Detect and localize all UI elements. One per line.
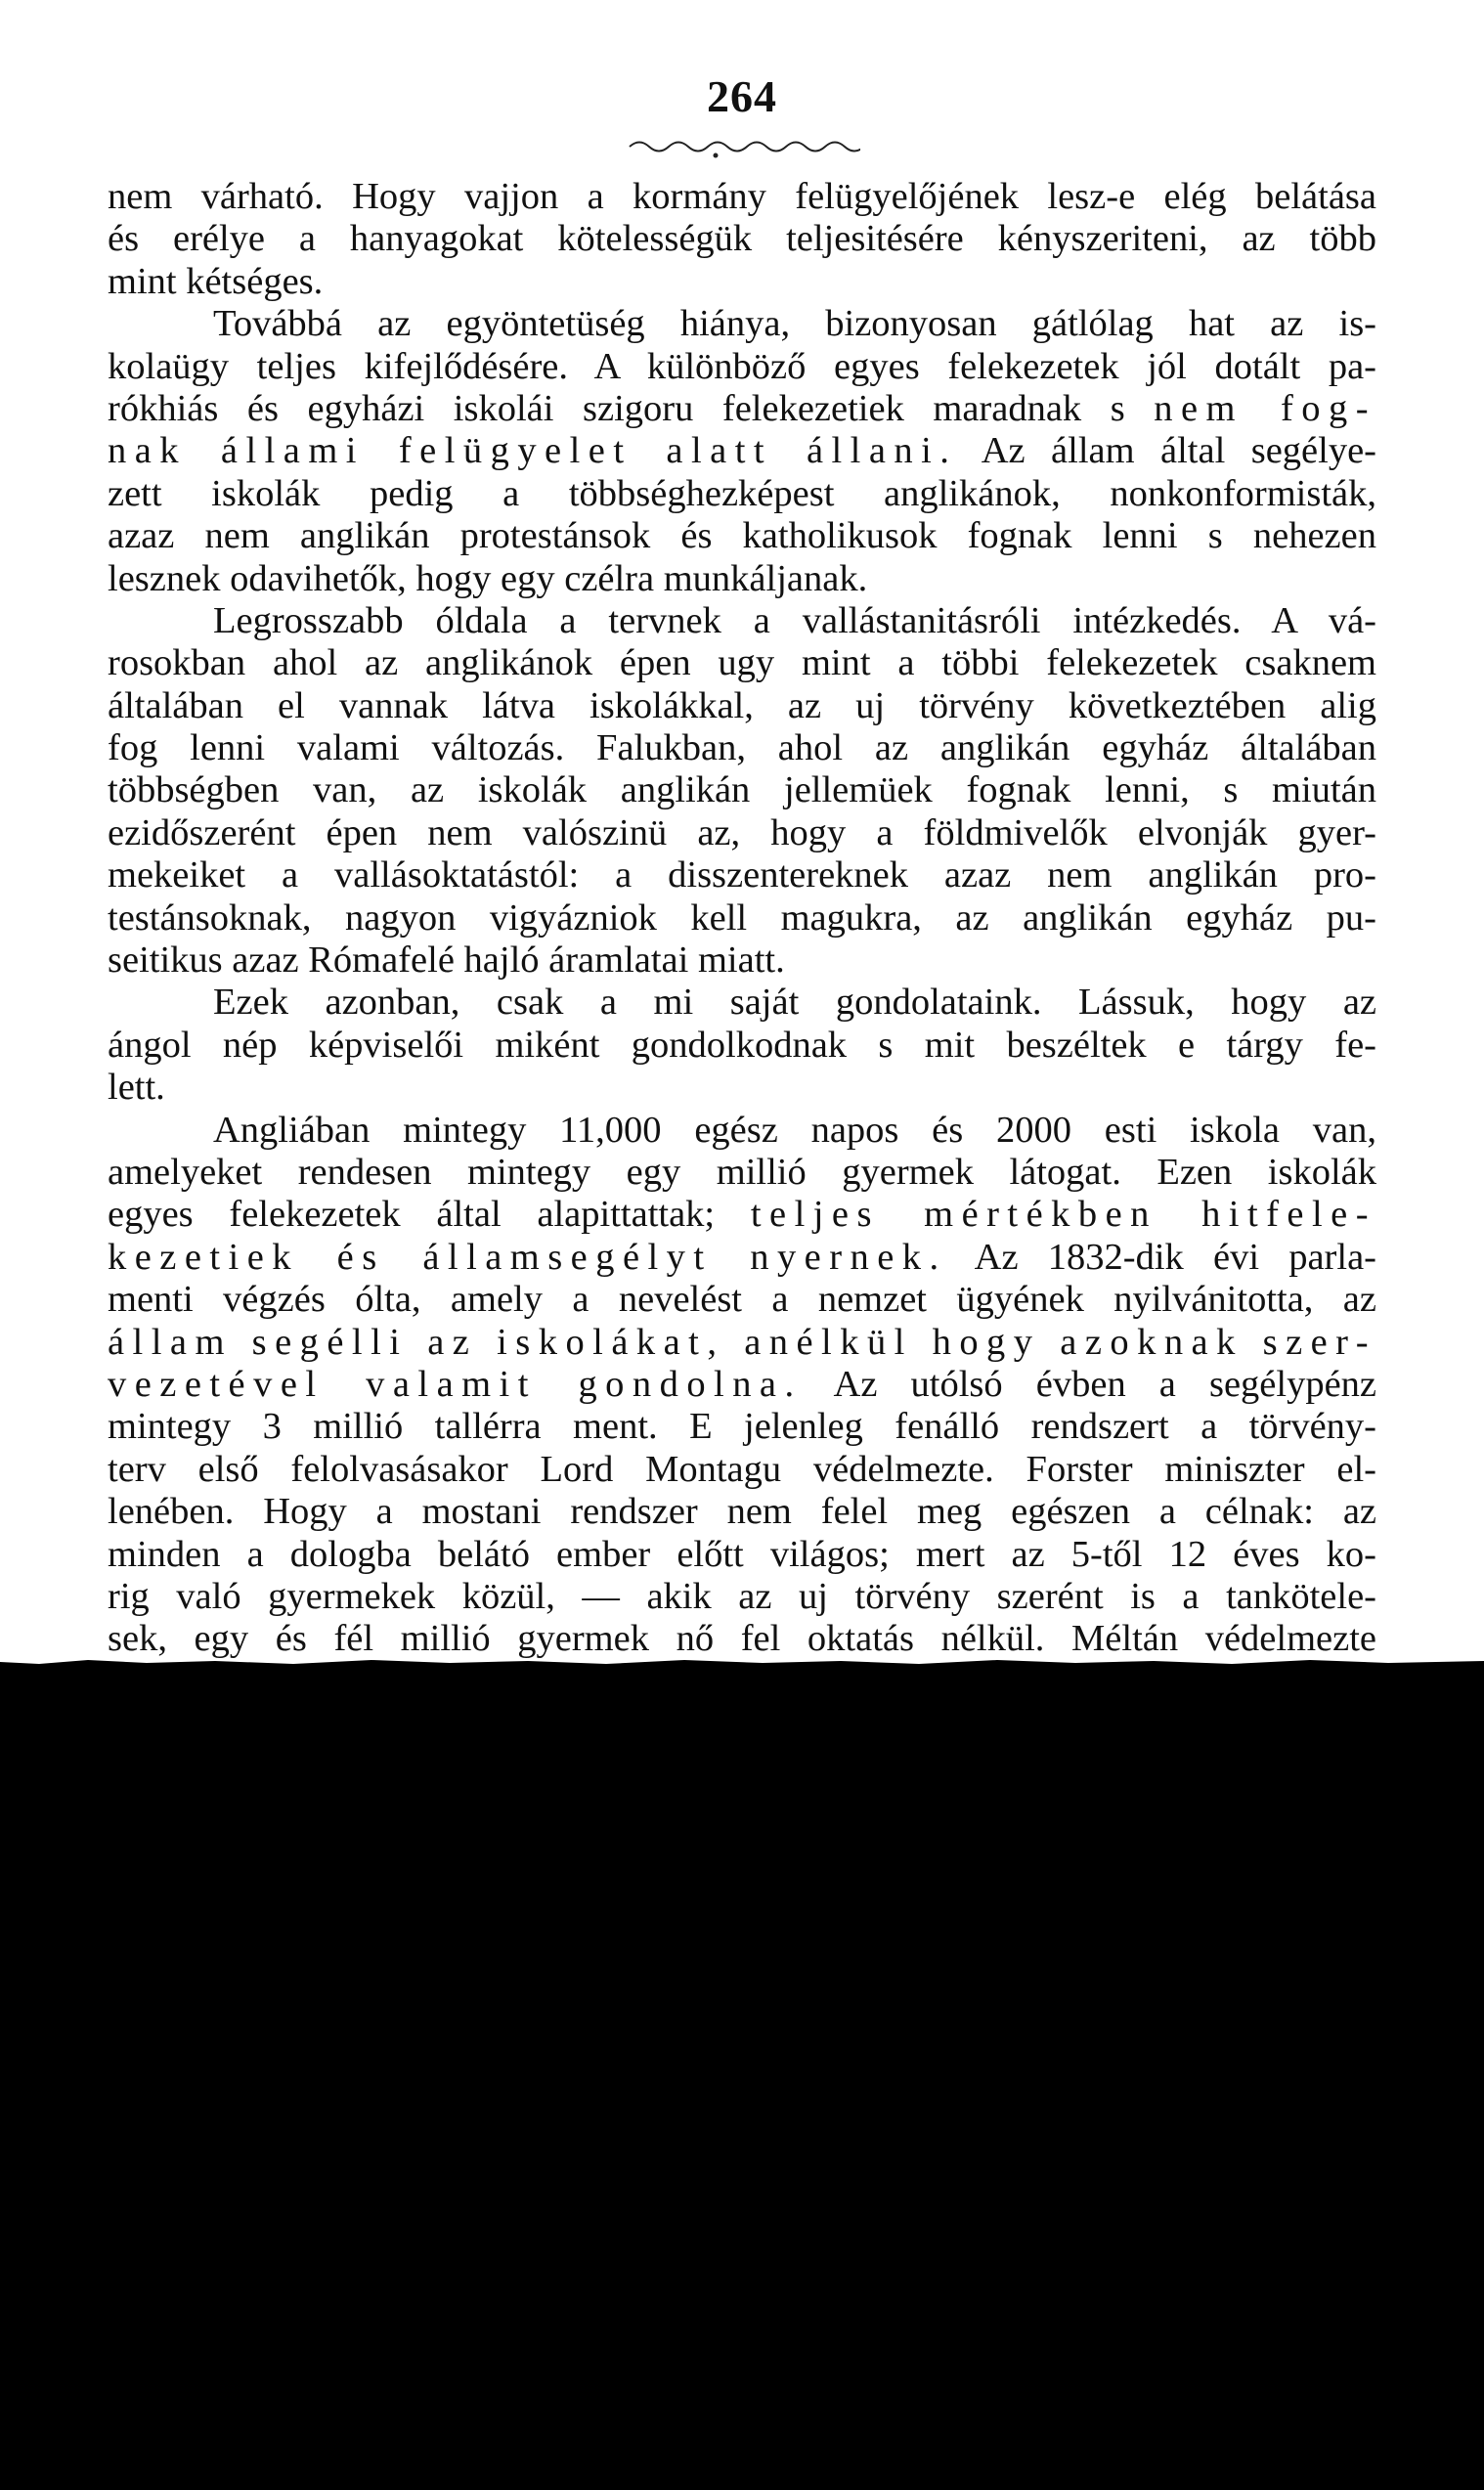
text-line (108, 600, 1376, 642)
line-text: rig való gyermekek közül, — akik az uj törvény szerént is a tankötele- (108, 1575, 1376, 1617)
text-line (108, 812, 1376, 854)
line-text: lenében. Hogy a mostani rendszer nem felel meg egészen a célnak: az (108, 1491, 1376, 1533)
text-line (108, 303, 1376, 345)
text-line (108, 1406, 1376, 1448)
line-text: egyes felekezetek által alapittattak; (108, 1194, 751, 1236)
line-text: kolaügy teljes kifejlődésére. A különböző egyes felekezetek jól dotált pa- (108, 345, 1376, 387)
text-line (108, 558, 1376, 600)
line-text: terv első felolvasásakor Lord Montagu védelmezte. Forster miniszter el- (108, 1448, 1376, 1490)
line-text: Angliában mintegy 11,000 egész napos és 2000 esti iskola van, (213, 1109, 1376, 1151)
text-line (108, 939, 1376, 982)
line-text: menti végzés ólta, amely a nevelést a nemzet ügyének nyilvánitotta, az (108, 1279, 1376, 1321)
line-text: zett iskolák pedig a többséghezképest anglikánok, nonkonformisták, (108, 472, 1376, 514)
line-text: mintegy 3 millió tallérra ment. E jelenleg fenálló rendszert a törvény- (108, 1406, 1376, 1448)
text-line (108, 515, 1376, 557)
line-text: mekeiket a vallásoktatástól: a disszentereknek azaz nem anglikán pro- (108, 854, 1376, 896)
line-text: többségben van, az iskolák anglikán jellemüek fognak lenni, s miután (108, 769, 1376, 811)
text-line (108, 727, 1376, 769)
line-text: Legrosszabb óldala a tervnek a vallástanitásróli intézkedés. A vá- (213, 599, 1376, 641)
text-line (108, 982, 1376, 1024)
line-text: rosokban ahol az anglikánok épen ugy mint a többi felekezetek csaknem (108, 642, 1376, 684)
line-text: és erélye a hanyagokat kötelességük teljesitésére kényszeriteni, az több (108, 218, 1376, 260)
line-text: ángol nép képviselői miként gondolkodnak s mit beszéltek e tárgy fe- (108, 1024, 1376, 1066)
line-text: rókhiás és egyházi iskolái szigoru felekezetiek maradnak s (108, 387, 1155, 429)
emphasized-text: teljes mértékben hitfele- (750, 1194, 1376, 1236)
line-text: ezidőszerént épen nem valószinü az, hogy a földmivelők elvonják gyer- (108, 811, 1376, 853)
text-line (108, 1152, 1376, 1194)
line-text: fog lenni valami változás. Falukban, ahol az anglikán egyház általában (108, 727, 1376, 769)
text-line (108, 218, 1376, 260)
emphasized-text: nak állami felügyelet alatt állani. (108, 430, 958, 472)
line-text: lesznek odavihetők, hogy egy czélra munkáljanak. (108, 557, 868, 599)
text-line (108, 1237, 1376, 1279)
line-text: Az utólsó évben a segélypénz (802, 1363, 1376, 1405)
line-text: sek, egy és fél millió gyermek nő fel oktatás nélkül. Méltán védelmezte (108, 1618, 1376, 1660)
wavy-ornament (626, 135, 860, 158)
line-text: azaz nem anglikán protestánsok és katholikusok fognak lenni s nehezen (108, 515, 1376, 557)
line-text: Az 1832-dik évi parla- (946, 1236, 1376, 1278)
text-line (108, 1110, 1376, 1152)
page-number: 264 (707, 71, 777, 121)
line-text: Ezek azonban, csak a mi saját gondolataink. Lássuk, hogy az (213, 982, 1376, 1024)
line-text: seitikus azaz Rómafelé hajló áramlatai miatt. (108, 939, 785, 982)
text-line (108, 346, 1376, 388)
line-text: lett. (108, 1067, 165, 1109)
text-line (108, 388, 1376, 430)
line-text: Továbbá az egyöntetüség hiánya, bizonyosan gátlólag hat az is- (213, 303, 1376, 345)
black-cutoff-area (0, 1665, 1484, 2490)
line-text: testánsoknak, nagyon vigyázniok kell magukra, az anglikán egyház pu- (108, 896, 1376, 939)
text-line (108, 1576, 1376, 1618)
emphasized-text: kezetiek és államsegélyt nyernek. (108, 1236, 947, 1278)
text-line (108, 1534, 1376, 1576)
line-text: minden a dologba belátó ember előtt világos; mert az 5-től 12 éves ko- (108, 1533, 1376, 1575)
text-line (108, 261, 1376, 303)
text-line (108, 176, 1376, 218)
emphasized-text: nem fog- (1154, 387, 1377, 429)
line-text: Az állam által segélye- (957, 430, 1376, 472)
line-text: mint kétséges. (108, 260, 324, 302)
text-line (108, 769, 1376, 811)
text-line (108, 1279, 1376, 1321)
line-text: nem várható. Hogy vajjon a kormány felügyelőjének lesz-e elég belátása (108, 176, 1376, 217)
text-line (108, 642, 1376, 684)
text-line (108, 1322, 1376, 1364)
text-line (108, 897, 1376, 939)
text-line (108, 473, 1376, 515)
text-line (108, 854, 1376, 896)
text-line (108, 1025, 1376, 1067)
emphasized-text: állam segélli az iskolákat, anélkül hogy azoknak szer- (108, 1321, 1376, 1363)
text-line (108, 685, 1376, 727)
line-text: általában el vannak látva iskolákkal, az uj törvény következtében alig (108, 684, 1376, 726)
text-line (108, 1491, 1376, 1533)
text-line (108, 1194, 1376, 1236)
body-text (108, 176, 1376, 1661)
emphasized-text: vezetével valamit gondolna. (108, 1363, 803, 1405)
text-line (108, 1449, 1376, 1491)
text-line (108, 1364, 1376, 1406)
text-line (108, 1067, 1376, 1109)
text-line (108, 430, 1376, 472)
line-text: amelyeket rendesen mintegy egy millió gyermek látogat. Ezen iskolák (108, 1151, 1376, 1193)
